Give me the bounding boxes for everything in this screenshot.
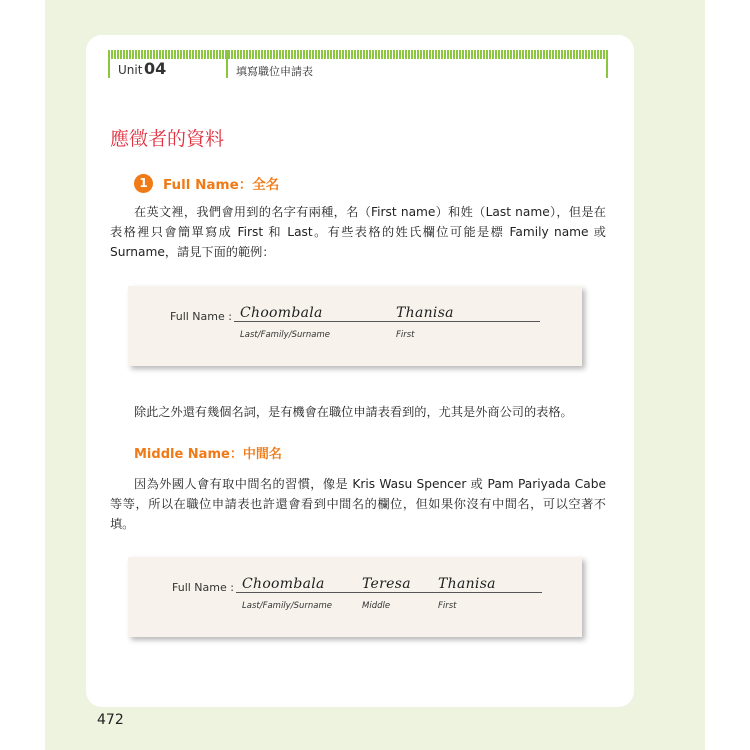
section-title: 應徵者的資料: [110, 128, 225, 150]
first-name-caption: First: [396, 330, 415, 340]
full-name-label: Full Name :: [172, 581, 234, 594]
last-name-caption: Last/Family/Surname: [240, 330, 330, 340]
unit-header: [108, 50, 608, 78]
example-form-card-2: [128, 557, 582, 637]
first-name-caption: First: [438, 601, 457, 611]
middle-name-caption: Middle: [362, 601, 391, 611]
first-name-value: Thanisa: [438, 576, 496, 592]
header-divider-right: [606, 50, 608, 78]
first-name-value: Thanisa: [396, 305, 454, 321]
full-name-paragraph: 在英文裡，我們會用到的名字有兩種，名（First name）和姓（Last name），但是在表格裡只會簡單寫成 First 和 Last。有些表格的姓氏欄位可能是標 Family name 或 Surname，請見下面的範例：: [110, 205, 606, 259]
full-name-label: Full Name :: [170, 310, 232, 323]
last-name-caption: Last/Family/Surname: [242, 601, 332, 611]
last-name-value: Choombala: [240, 305, 323, 321]
signature-line: [236, 592, 542, 593]
full-name-heading-text: Full Name：全名: [163, 177, 280, 193]
full-name-heading: [134, 173, 279, 193]
middle-name-heading: Middle Name：中間名: [134, 447, 282, 462]
unit-number: 04: [144, 59, 167, 78]
example-form-card-1: [128, 286, 582, 366]
last-name-value: Choombala: [242, 576, 325, 592]
signature-line: [234, 321, 540, 322]
header-bar: [108, 50, 608, 59]
middle-name-value: Teresa: [362, 576, 411, 592]
middle-name-paragraph: 因為外國人會有取中間名的習慣，像是 Kris Wasu Spencer 或 Pam Pariyada Cabe 等等，所以在職位申請表也許還會看到中間名的欄位，但如果你沒有中間名，可以空著不填。: [110, 477, 606, 531]
header-divider-middle: [226, 50, 228, 78]
page-number: 472: [97, 712, 124, 728]
other-terms-paragraph: 除此之外還有幾個名詞，是有機會在職位申請表看到的，尤其是外商公司的表格。: [134, 405, 573, 419]
chapter-title: 填寫職位申請表: [236, 65, 313, 78]
unit-label: Unit: [118, 63, 143, 77]
header-divider-left: [108, 50, 110, 78]
number-badge: 1: [134, 174, 153, 193]
